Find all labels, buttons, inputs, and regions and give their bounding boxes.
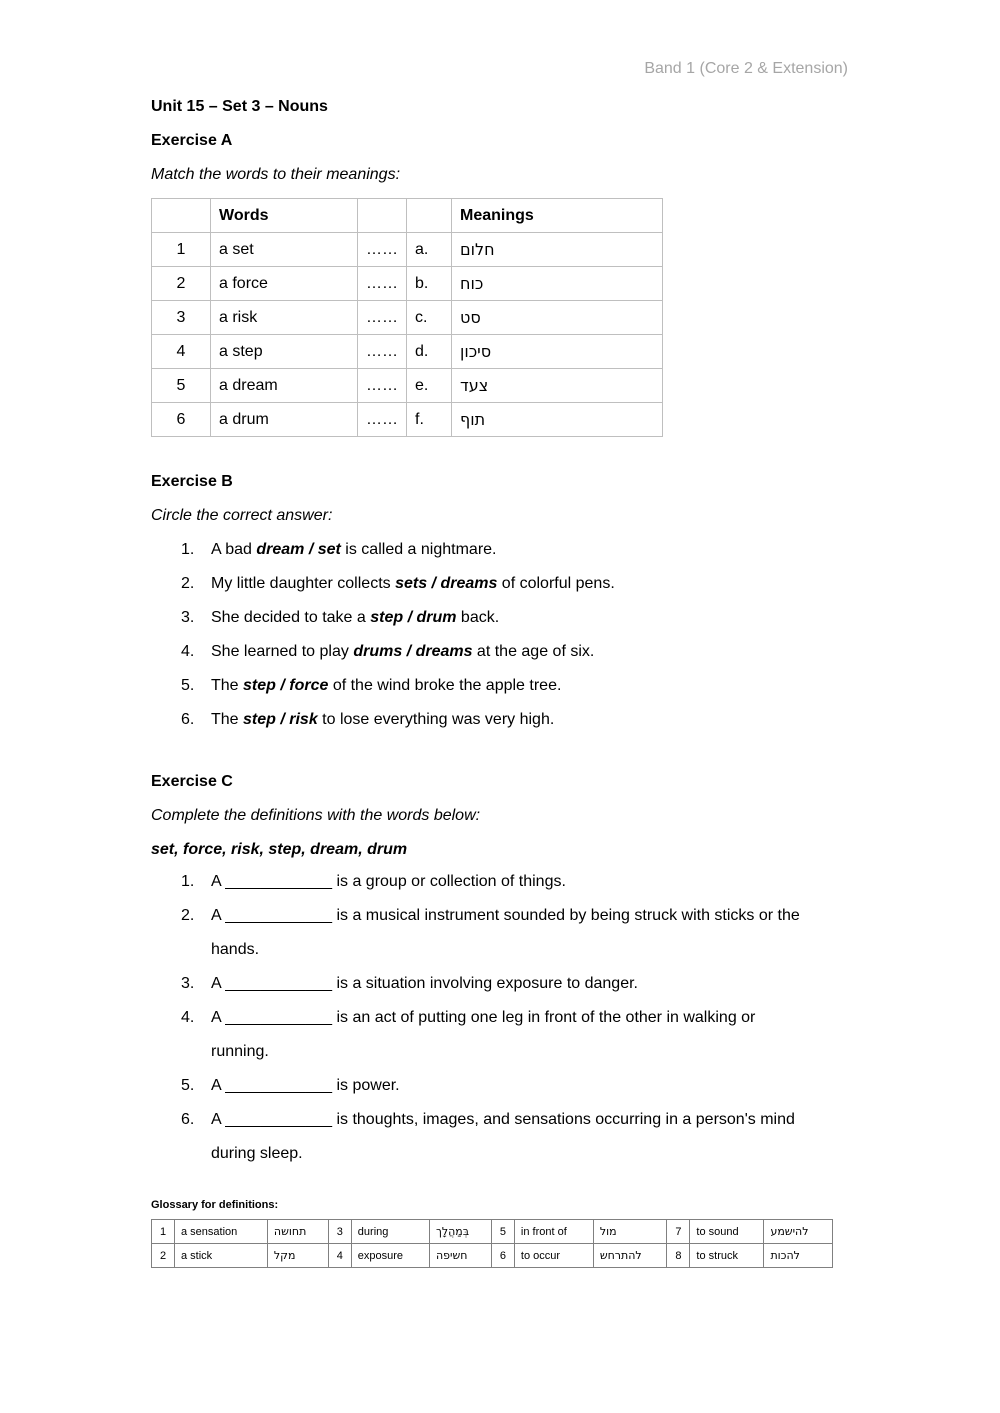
answer-blank[interactable]: …… [358,335,407,369]
gloss-hebrew: מול [593,1220,667,1244]
table-row [152,233,663,267]
list-item [151,567,851,601]
worksheet [151,96,851,1268]
answer-choice[interactable]: step / risk [243,711,318,728]
row-letter: d. [407,335,452,369]
answer-choice[interactable]: drums / dreams [353,643,473,660]
gloss-hebrew: בְּמַהֲלָך [429,1220,491,1244]
gloss-number: 7 [667,1220,690,1244]
gloss-hebrew: להישמע [764,1220,833,1244]
definition-text[interactable]: A ____________ is a situation involving exposure to danger. [211,975,638,992]
row-meaning: צעד [452,369,663,403]
exercise-c-title: Exercise C [151,773,233,790]
item-number: 4. [181,643,195,660]
gloss-number: 1 [152,1220,175,1244]
gloss-hebrew: להתרחש [593,1244,667,1268]
row-word: a force [211,267,358,301]
definition-text[interactable]: A ____________ is a group or collection of things. [211,873,566,890]
word-bank: set, force, risk, step, dream, drum [151,841,408,858]
glossary-title: Glossary for definitions: [151,1199,279,1211]
gloss-english: to sound [690,1220,764,1244]
row-meaning: סט [452,301,663,335]
item-text: at the age of six. [472,643,595,660]
table-row [152,1220,833,1244]
row-letter: a. [407,233,452,267]
row-meaning: תוף [452,403,663,437]
gloss-english: to occur [514,1244,593,1268]
item-number: 3. [181,975,195,992]
definition-continuation: running. [211,1043,269,1060]
gloss-hebrew: תחושה [267,1220,328,1244]
table-row [152,1244,833,1268]
header-words: Words [211,199,358,233]
row-number: 2 [152,267,211,301]
list-item [151,967,851,1001]
item-text: A bad [211,541,257,558]
list-item [151,635,851,669]
band-header: Band 1 (Core 2 & Extension) [644,60,848,77]
item-text: to lose everything was very high. [317,711,555,728]
item-text: The [211,677,244,694]
header-dots-cell [358,199,407,233]
row-letter: b. [407,267,452,301]
gloss-hebrew: חשיפה [429,1244,491,1268]
list-item [151,1001,851,1069]
gloss-number: 6 [491,1244,514,1268]
item-text: She learned to play [211,643,354,660]
exercise-a-title: Exercise A [151,132,233,149]
answer-choice[interactable]: dream / set [256,541,341,558]
list-item [151,1069,851,1103]
row-meaning: סיכון [452,335,663,369]
item-number: 1. [181,541,195,558]
answer-choice[interactable]: step / drum [370,609,457,626]
item-text: of colorful pens. [497,575,615,592]
gloss-number: 5 [491,1220,514,1244]
answer-blank[interactable]: …… [358,233,407,267]
item-text: The [211,711,244,728]
glossary-table [151,1219,833,1268]
answer-blank[interactable]: …… [358,369,407,403]
item-number: 6. [181,711,195,728]
gloss-english: a sensation [175,1220,268,1244]
list-item [151,669,851,703]
item-text: of the wind broke the apple tree. [328,677,562,694]
row-meaning: חלום [452,233,663,267]
item-number: 1. [181,873,195,890]
item-text: back. [456,609,500,626]
definition-text[interactable]: A ____________ is power. [211,1077,400,1094]
table-row [152,335,663,369]
gloss-hebrew: להכות [764,1244,833,1268]
definition-continuation: hands. [211,941,260,958]
row-letter: c. [407,301,452,335]
item-number: 6. [181,1111,195,1128]
answer-choice[interactable]: sets / dreams [395,575,498,592]
gloss-number: 3 [328,1220,351,1244]
table-row [152,369,663,403]
definition-text[interactable]: A ____________ is a musical instrument sounded by being struck with sticks or the [211,907,800,924]
match-table-header [152,199,663,233]
header-letter-cell [407,199,452,233]
table-row [152,403,663,437]
gloss-number: 2 [152,1244,175,1268]
row-number: 1 [152,233,211,267]
gloss-number: 4 [328,1244,351,1268]
exercise-a-instruction: Match the words to their meanings: [151,166,401,183]
answer-blank[interactable]: …… [358,267,407,301]
header-meanings: Meanings [452,199,663,233]
list-item [151,601,851,635]
item-number: 4. [181,1009,195,1026]
gloss-english: exposure [351,1244,429,1268]
header-num-cell [152,199,211,233]
answer-blank[interactable]: …… [358,301,407,335]
gloss-english: in front of [514,1220,593,1244]
row-number: 3 [152,301,211,335]
list-item [151,865,851,899]
item-text: My little daughter collects [211,575,396,592]
row-word: a dream [211,369,358,403]
row-word: a step [211,335,358,369]
item-number: 3. [181,609,195,626]
answer-choice[interactable]: step / force [243,677,329,694]
item-number: 5. [181,1077,195,1094]
table-row [152,301,663,335]
row-letter: e. [407,369,452,403]
item-number: 2. [181,575,195,592]
item-text: is called a nightmare. [340,541,497,558]
gloss-english: to struck [690,1244,764,1268]
definition-text[interactable]: A ____________ is thoughts, images, and sensations occurring in a person's mind [211,1111,795,1128]
gloss-hebrew: מקל [267,1244,328,1268]
exercise-b-title: Exercise B [151,473,233,490]
list-item [151,1103,851,1171]
exercise-c-list [151,865,851,1171]
row-word: a set [211,233,358,267]
item-number: 5. [181,677,195,694]
page-title: Unit 15 – Set 3 – Nouns [151,98,328,115]
gloss-number: 8 [667,1244,690,1268]
gloss-english: during [351,1220,429,1244]
row-word: a drum [211,403,358,437]
list-item [151,703,851,737]
row-letter: f. [407,403,452,437]
list-item [151,533,851,567]
row-number: 6 [152,403,211,437]
row-number: 5 [152,369,211,403]
answer-blank[interactable]: …… [358,403,407,437]
item-text: She decided to take a [211,609,371,626]
exercise-c-instruction: Complete the definitions with the words below: [151,807,481,824]
row-meaning: כוח [452,267,663,301]
definition-text[interactable]: A ____________ is an act of putting one leg in front of the other in walking or [211,1009,756,1026]
table-row [152,267,663,301]
definition-continuation: during sleep. [211,1145,303,1162]
match-table [151,198,663,437]
row-number: 4 [152,335,211,369]
list-item [151,899,851,967]
item-number: 2. [181,907,195,924]
exercise-b-instruction: Circle the correct answer: [151,507,333,524]
row-word: a risk [211,301,358,335]
gloss-english: a stick [175,1244,268,1268]
exercise-b-list [151,533,851,737]
